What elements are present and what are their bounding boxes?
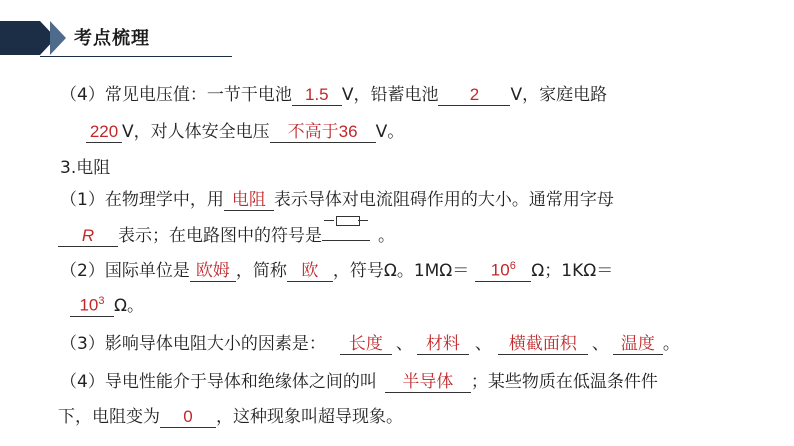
answer-factor-cross-section: 横截面积 [498,334,588,355]
answer-semiconductor: 半导体 [385,372,471,393]
answer-unit-name: 欧姆 [190,261,236,282]
section-title: 考点梳理 [74,28,150,49]
answer-zero-resistance: 0 [160,407,216,428]
resistance-factors-line: （3）影响导体电阻大小的因素是： 长度 、 材料 、 横截面积 、 温度 。 [60,334,680,354]
voltage-values-line-2: 220 V，对人体安全电压 不高于36 V。 [86,117,404,143]
si-unit-line-2: $10^3$ Ω。 [70,291,144,317]
section-header [0,18,232,62]
resistance-definition-line-1: （1）在物理学中，用 电阻 表示导体对电流阻碍作用的大小。通常用字母 [60,190,614,210]
answer-battery-voltage: 1.5 [292,85,342,106]
answer-resistance-letter: R [58,226,118,247]
voltage-values-line-1: （4）常见电压值：一节干电池 1.5 V，铅蓄电池 2 V，家庭电路 [60,85,608,105]
answer-kiloohm: $10^3$ [70,291,114,317]
semiconductor-line: （4）导电性能介于导体和绝缘体之间的叫 半导体 ；某些物质在低温条件件 [60,372,658,392]
section-resistance-heading: 3.电阻 [60,158,111,178]
header-bar [0,21,40,55]
answer-megaohm: $10^6$ [475,256,531,282]
header-underline [40,56,232,57]
superconductor-line: 下，电阻变为 0 ，这种现象叫超导现象。 [58,407,403,427]
answer-factor-length: 长度 [340,334,392,355]
answer-unit-short: 欧 [287,261,333,282]
answer-factor-material: 材料 [417,334,469,355]
si-unit-line-1: （2）国际单位是 欧姆 ，简称 欧 ，符号Ω。$1M\Omega= 10^6$ Ω；1KΩ＝ [60,256,613,282]
answer-factor-temperature: 温度 [613,334,663,355]
answer-household-voltage: 220 [86,122,122,143]
resistance-definition-line-2: R 表示；在电路图中的符号是 。 [58,220,395,247]
answer-safe-voltage: 不高于36 [270,122,376,143]
resistor-symbol-blank [322,220,370,241]
answer-lead-acid-voltage: 2 [438,85,510,106]
chevron-right-icon [50,21,66,55]
answer-resistance-term: 电阻 [224,190,274,211]
resistor-symbol-icon [336,216,360,226]
